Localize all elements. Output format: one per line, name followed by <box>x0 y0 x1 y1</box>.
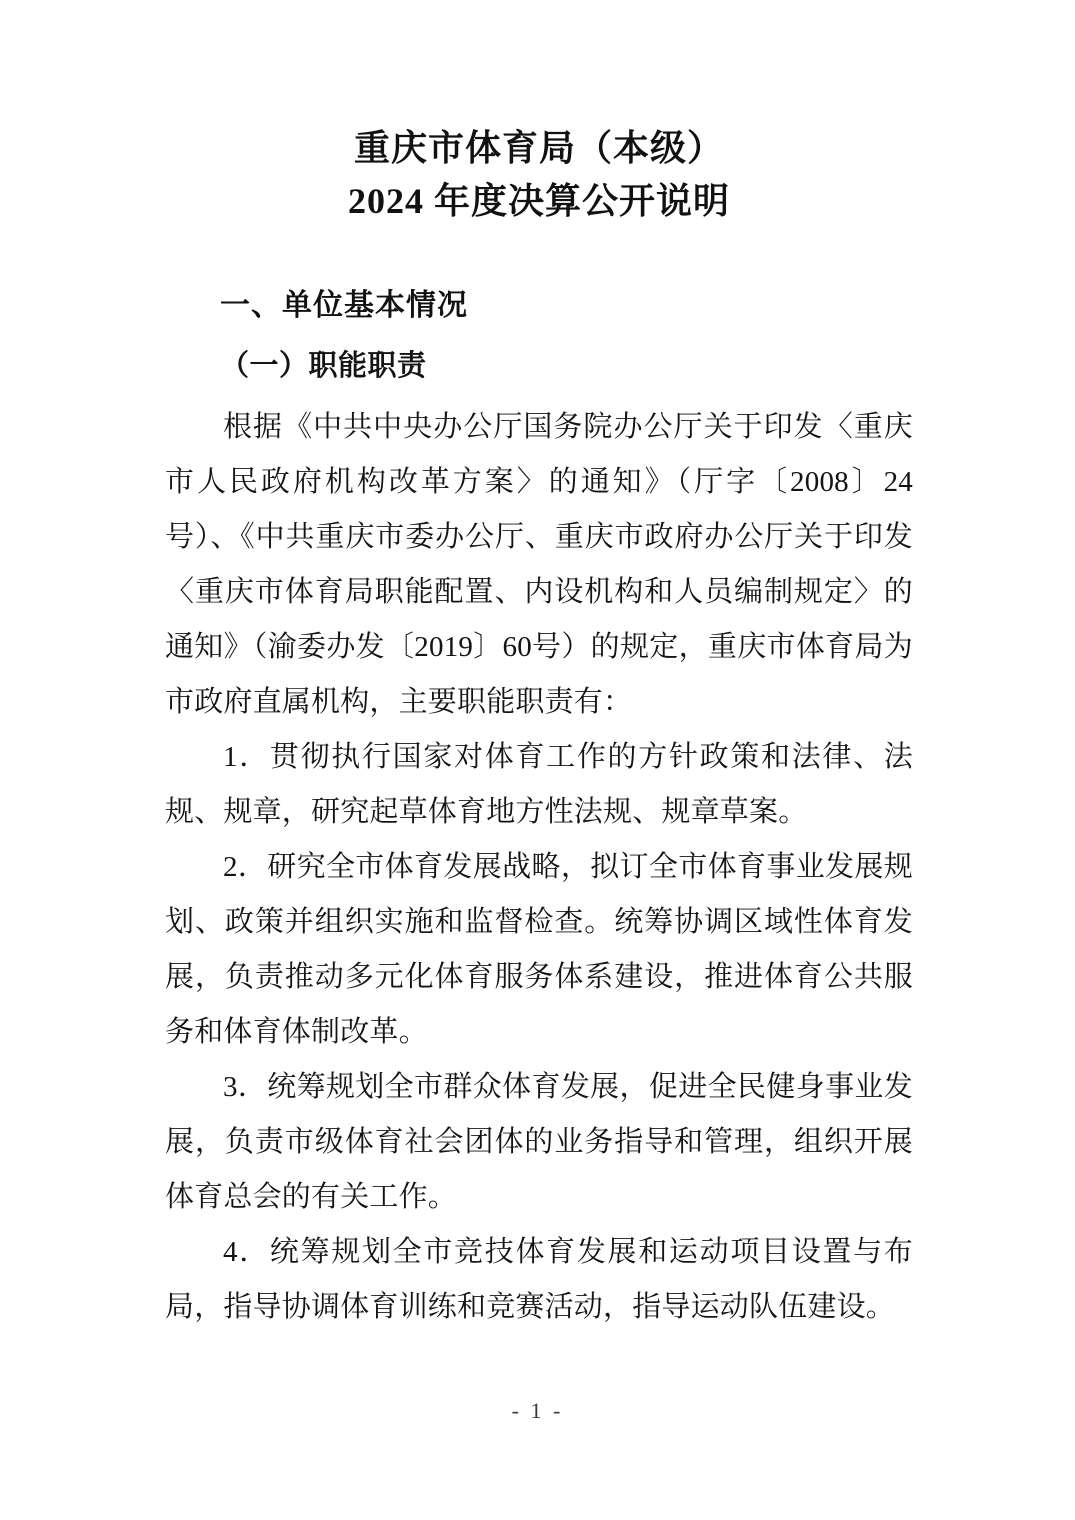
paragraph-duty-4: 4．统筹规划全市竞技体育发展和运动项目设置与布局，指导协调体育训练和竞赛活动，指导运动队伍建设。 <box>165 1236 913 1323</box>
page-title <box>165 0 913 228</box>
paragraph-duty-1: 1．贯彻执行国家对体育工作的方针政策和法律、法规、规章，研究起草体育地方性法规、规章草案。 <box>165 741 913 828</box>
page-number-footer: - 1 - <box>511 1398 564 1423</box>
page-title-line-2: 2024 年度决算公开说明 <box>347 181 730 221</box>
page-content <box>165 0 913 1335</box>
paragraph-duty-3: 3．统筹规划全市群众体育发展，促进全民健身事业发展，负责市级体育社会团体的业务指导和管理，组织开展体育总会的有关工作。 <box>165 1071 913 1213</box>
paragraph-intro: 根据《中共中央办公厅国务院办公厅关于印发〈重庆市人民政府机构改革方案〉的通知》（厅字〔2008〕24号）、《中共重庆市委办公厅、重庆市政府办公厅关于印发〈重庆市体育局职能配置、内设机构和人员编制规定〉的通知》（渝委办发〔2019〕60号）的规定，重庆市体育局为市政府直属机构，主要职能职责有： <box>165 411 913 718</box>
paragraph-duty-2: 2．研究全市体育发展战略，拟订全市体育事业发展规划、政策并组织实施和监督检查。统筹协调区域性体育发展，负责推动多元化体育服务体系建设，推进体育公共服务和体育体制改革。 <box>165 851 913 1048</box>
sub-heading-duties: （一）职能职责 <box>220 350 427 382</box>
page-title-line-1: 重庆市体育局（本级） <box>353 128 724 168</box>
section-heading-unit-basic-info: 一、单位基本情况 <box>220 289 468 322</box>
